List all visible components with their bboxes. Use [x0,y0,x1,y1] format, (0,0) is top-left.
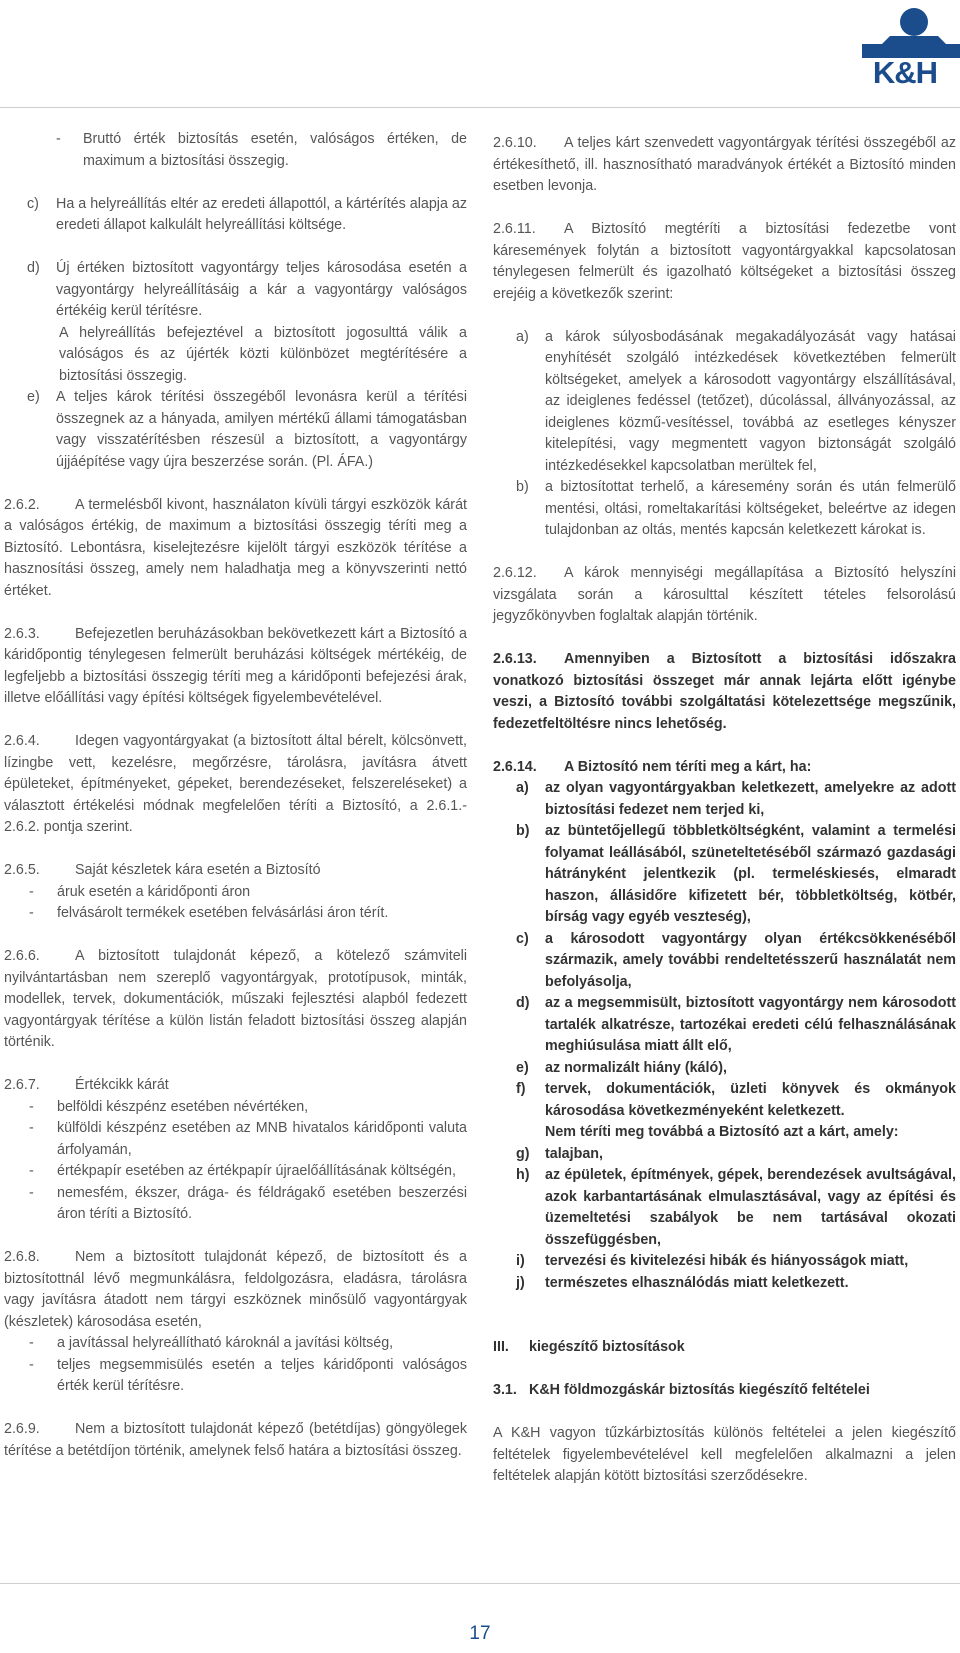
list-item-h: h) az épületek, építmények, gépek, berendezések avultságával, azok karbantartásának elmulasztásával, vagy az építési és üzemeltetési szabályok be nem tartásával okozati összefüggésben, [516,1167,956,1248]
list-item-e: e) az normalizált hiány (káló), [516,1059,727,1076]
list-item-a: a) az olyan vagyontárgyakban keletkezett, amelyekre az adott biztosítási fedezet nem terjed ki, [516,780,956,818]
list-item-b: b) a biztosítottat terhelő, a káresemény során és után felmerülő mentési, oltási, romeltakarítási költségeket, beleértve az idegen tulajdonban az oltás, mentés kapcsán keletkezett károkat is. [516,479,956,538]
list-item-d: d) az a megsemmisült, biztosított vagyontárgy nem károsodott tartalék alkatrésze, tartozékai eredeti célú felhasználásának meghiúsulása miatt állt elő, [516,995,956,1054]
section-2-6-11: 2.6.11. A Biztosító megtéríti a biztosítási fedezetbe vont káresemények folytán a biztosított vagyontárgyakkal kapcsolatosan ténylegesen felmerült és igazolható költségeket a biztosítási összeg erejéig a következők szerint: [493,221,956,302]
paragraph: A helyreállítás befejeztével a biztosított jogosulttá válik a valóságos és az újérték közti különbözet megtérítésére a biztosítási összegig. [59,324,467,384]
section-2-6-5: 2.6.5. Saját készletek kára esetén a Biztosító [4,862,321,878]
list-item: - a javítással helyreállítható károknál a javítási költség, [29,1335,394,1351]
paragraph: A K&H vagyon tűzkárbiztosítás különös feltételei a jelen kiegészítő feltételek figyelembevételével kell megfelelően alkalmazni a jelen feltételek alapján kötött biztosítási szerződésekre. [493,1425,956,1484]
section-heading-3-1: 3.1. K&H földmozgáskár biztosítás kiegészítő feltételei [493,1382,870,1398]
section-2-6-12: 2.6.12. A károk mennyiségi megállapítása a Biztosító helyszíni vizsgálata során a károsulttal készített tételes felsorolású jegyzőkönyvben foglaltak alapján történik. [493,565,956,624]
section-2-6-8: 2.6.8. Nem a biztosított tulajdonát képező, de biztosított és a biztosítottnál lévő megmunkálásra, feldolgozásra, eladásra, tárolásra vagy javításra átadott nem tárgyi eszköznek minősülő vagyontárgyak (készletek) károsodása esetén, [4,1249,467,1330]
list-item: - értékpapír esetében az értékpapír újraelőállításának költségén, [29,1163,456,1179]
kh-logo [850,6,960,90]
list-item-e: e) A teljes károk térítési összegéből levonásra kerül a térítési összegnek az a hányada, amilyen mértékű állami támogatásban vagy visszatérítésben részesül a biztosított, a vagyontárgy újjáépítése vagy újra beszerzése során. (Pl. ÁFA.) [27,389,467,470]
list-item-f: f) tervek, dokumentációk, üzleti könyvek és okmányok károsodása következményeként keletkezett. [516,1081,956,1119]
section-2-6-7: 2.6.7. Értékcikk kárát [4,1077,169,1093]
list-item-c: c) Ha a helyreállítás eltér az eredeti állapottól, a kártérítés alapja az eredeti állapot kalkulált helyreállítási költsége. [27,195,467,233]
section-2-6-10: 2.6.10. A teljes kárt szenvedett vagyontárgyak térítési összegéből az értékesíthető, ill. hasznosítható maradványok értékét a Biztosító minden esetben levonja. [493,135,956,194]
list-item: - felvásárolt termékek esetében felvásárlási áron térít. [29,905,389,921]
list-item: - áruk esetén a káridőponti áron [29,883,251,900]
section-2-6-6: 2.6.6. A biztosított tulajdonát képező, a kötelező számviteli nyilvántartásban nem szereplő vagyontárgyak, prototípusok, minták, modellek, tervek, dokumentációk, műszaki fejlesztési alapból fedezett vagyontárgyak térítése a külön listán feladott biztosítási összeg alapján történik. [4,948,467,1050]
paragraph: Nem téríti meg továbbá a Biztosító azt a kárt, amely: [545,1124,899,1140]
kh-logo-mark [862,6,960,58]
section-2-6-14: 2.6.14. A Biztosító nem téríti meg a kárt, ha: [493,758,812,775]
list-item-d: d) Új értéken biztosított vagyontárgy teljes károsodása esetén a vagyontárgy helyreállításáig a kár a vagyontárgy valóságos értékéig kerül térítésre. [27,260,467,319]
section-heading-3: III. kiegészítő biztosítások [493,1339,685,1355]
list-item: - teljes megsemmisülés esetén a teljes káridőponti valóságos érték kerül térítésre. [29,1356,467,1394]
bottom-divider [0,1583,960,1584]
list-item-a: a) a károk súlyosbodásának megakadályozását vagy hatásai enyhítését szolgáló intézkedések következtében felmerült költségeket, amelyek a károsodott vagyontárgy elszállításával, az ideiglenes fedéssel (tetőzet), dúcolással, állványozással, az ideiglenes közmű-vesítéssel, továbbá az esetleges kényszer kitelepítési, vagy megmentett vagyon biztonságát szolgáló intézkedésekkel kapcsolatban merültek fel, [516,328,956,474]
section-2-6-3: 2.6.3. Befejezetlen beruházásokban bekövetkezett kárt a Biztosító a káridőpontig ténylegesen felmerült beruházási költségek mértékéig, de legfeljebb a biztosítási összegig téríti meg a káridőponti befejezési árak, illetve előállítási vagy építési költségek figyelembevételével. [4,625,467,706]
list-item: - belföldi készpénz esetében névértéken, [29,1098,309,1115]
list-item-c: c) a károsodott vagyontárgy olyan értékcsökkenéséből származik, amely további rendeltetésszerű használatát nem befolyásolja, [516,930,956,990]
right-column [493,133,956,1488]
page-number: 17 [469,1623,491,1644]
list-item: - külföldi készpénz esetében az MNB hivatalos káridőponti valuta árfolyamán, [29,1120,467,1158]
list-item-j: j) természetes elhasználódás miatt keletkezett. [516,1274,849,1291]
list-item: - nemesfém, ékszer, drága- és féldrágakő esetében beszerzési áron téríti a Biztosító. [29,1184,467,1222]
left-column [4,129,467,1462]
section-2-6-4: 2.6.4. Idegen vagyontárgyakat (a biztosított által bérelt, kölcsönvett, lízingbe vett, kezelésre, megőrzésre, tárolásra, javításra átvett épületeket, építményeket, gépeket, berendezéseket, felszereléseket) a választott értékelési módnak megfelelően téríti a Biztosító, a 2.6.1.- 2.6.2. pontja szerint. [4,733,467,835]
list-item-b: b) az büntetőjellegű többletköltségként, valamint a termelési folyamat leállásából, szüneteltetéséből származó gazdasági hátrányként jelentkezik (pl. termeléskiesés, elmaradt haszon, állásidőre kifizetett bér, többletköltség, kötbér, bírság vagy egyéb veszteség), [516,823,956,925]
section-2-6-2: 2.6.2. A termelésből kivont, használaton kívüli tárgyi eszközök kárát a valóságos értékig, de maximum a biztosítási összegig téríti meg a Biztosító. Lebontásra, kiselejtezésre kijelölt tárgyi eszközök térítése a hasznosítási összeg, amely nem haladhatja meg a könyvszerinti nettó értéket. [4,496,467,599]
kh-logo-text: K&H [872,55,938,90]
section-2-6-13: 2.6.13. Amennyiben a Biztosított a biztosítási időszakra vonatkozó biztosítási összeget már annak lejárta előtt igénybe veszi, a Biztosító további szolgáltatási kötelezettsége megszűnik, fedezetfeltöltésre nincs lehetőség. [493,651,956,732]
list-item-g: g) talajban, [516,1145,603,1162]
list-item: - Bruttó érték biztosítás esetén, valóságos értéken, de maximum a biztosítási összegig. [56,131,467,169]
list-item-i: i) tervezési és kivitelezési hibák és hiányosságok miatt, [516,1253,909,1269]
top-divider [0,107,960,108]
section-2-6-9: 2.6.9. Nem a biztosított tulajdonát képező (betétdíjas) göngyölegek térítése a betétdíjon történik, amelynek felső határa a biztosítási összeg. [4,1421,467,1459]
